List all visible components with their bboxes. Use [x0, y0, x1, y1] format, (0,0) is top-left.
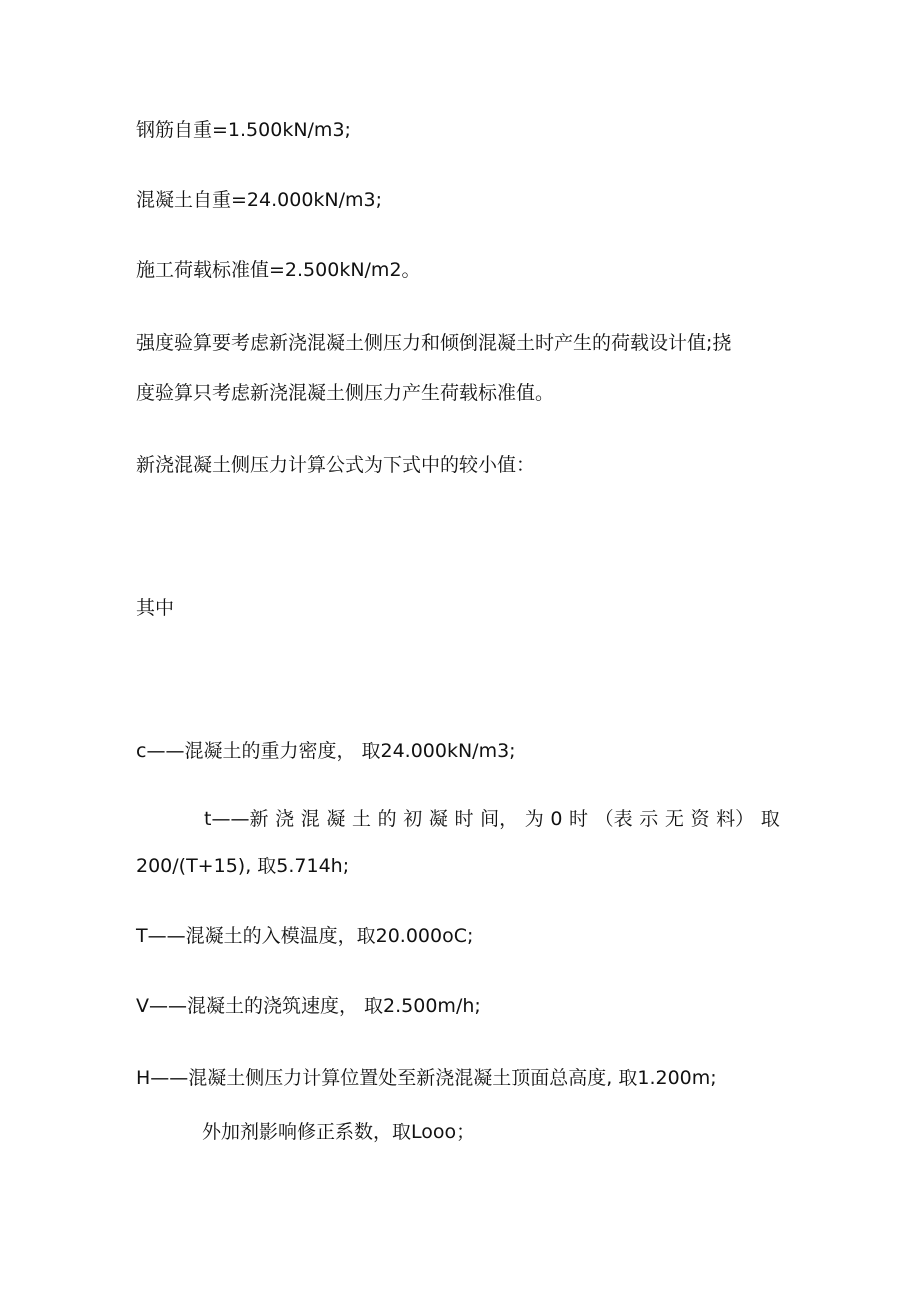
- text-formula-intro: 新浇混凝土侧压力计算公式为下式中的较小值：: [136, 454, 536, 476]
- word: 无: [664, 808, 684, 830]
- word: 浇: [275, 808, 295, 830]
- text-pour-speed: V——混凝土的浇筑速度， 取2.500m/h;: [136, 995, 481, 1017]
- word: 初: [403, 808, 423, 830]
- text-initial-setting-time-line-2: 200/(T+15), 取5.714h;: [136, 855, 350, 877]
- word: （表: [594, 808, 633, 830]
- word: 凝: [326, 808, 346, 830]
- word: 料）: [716, 808, 755, 830]
- text-initial-setting-time-line-1: [204, 806, 780, 832]
- word: 间，: [480, 808, 519, 830]
- text-strength-check-line-1: 强度验算要考虑新浇混凝土侧压力和倾倒混凝土时产生的荷载设计值;挠: [136, 332, 732, 354]
- text-total-height: H——混凝土侧压力计算位置处至新浇混凝土顶面总高度, 取1.200m;: [136, 1067, 717, 1089]
- word: 凝: [428, 808, 448, 830]
- word: t——新: [204, 808, 269, 830]
- word: 资: [690, 808, 710, 830]
- text-rebar-self-weight: 钢筋自重=1.500kN/m3;: [136, 119, 351, 141]
- text-gravity-density: c——混凝土的重力密度， 取24.000kN/m3;: [136, 740, 516, 762]
- text-pour-temperature: T——混凝土的入模温度，取20.000oC;: [136, 925, 474, 947]
- word: 混: [300, 808, 320, 830]
- word: 时: [569, 808, 589, 830]
- text-strength-check-line-2: 度验算只考虑新浇混凝土侧压力产生荷载标准值。: [136, 382, 555, 404]
- word: 为: [524, 808, 544, 830]
- word: 时: [454, 808, 474, 830]
- text-concrete-self-weight: 混凝土自重=24.000kN/m3;: [136, 189, 383, 211]
- text-where: 其中: [136, 597, 175, 619]
- word: 土: [351, 808, 371, 830]
- word: 取: [760, 808, 780, 830]
- word: 的: [377, 808, 397, 830]
- text-construction-load: 施工荷载标准值=2.500kN/m2。: [136, 259, 421, 281]
- word: 示: [639, 808, 659, 830]
- word: 0: [550, 808, 563, 830]
- text-admixture-factor: 外加剂影响修正系数，取Looo；: [202, 1121, 476, 1143]
